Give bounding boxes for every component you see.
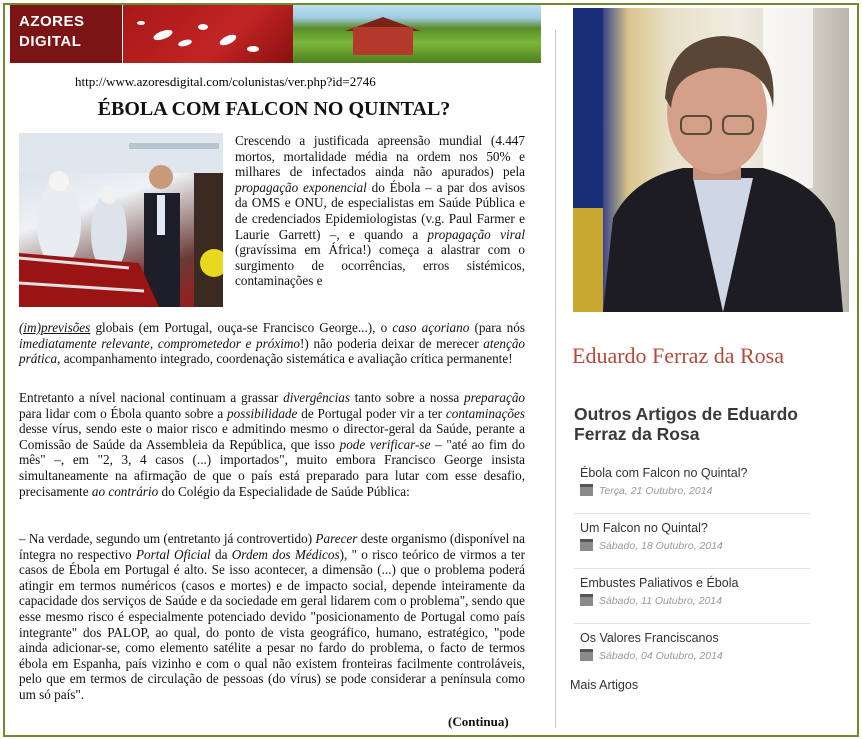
- other-article-date: Terça, 21 Outubro, 2014: [580, 484, 810, 498]
- other-articles-heading: Outros Artigos de Eduardo Ferraz da Rosa: [574, 404, 798, 444]
- calendar-icon: [580, 484, 593, 496]
- article-paragraph-1: Crescendo a justificada apreensão mundial (4.447 mortos, mortalidade média na ordem nos 50% e milhares de infectados ainda não apurados) pela propagação exponencial do Ébola – a par dos avisos da OMS e ONU, de especialistas em Saúde Pública e de credenciados Epidemiologistas (v.g. Paul Farmer e Laurie Garrett) –, e quando a propagação viral (gravíssima em África!) começa a alastrar com o surgimento de ocorrências, erros sistémicos, contaminações e: [235, 133, 525, 289]
- item-separator: [574, 623, 810, 624]
- other-article-date: Sábado, 04 Outubro, 2014: [580, 649, 810, 663]
- logo-line-2: DIGITAL: [19, 33, 82, 50]
- article-paragraph-1-continued: (im)previsões globais (em Portugal, ouça-se Francisco George...), o caso açoriano (para nós imediatamente relevante, comprometedor e próximo!) não poderia deixar de merecer atenção prática, acompanhamento integrado, coordenação sistemática e avaliação crítica permanente!: [19, 320, 526, 367]
- other-article-date: Sábado, 18 Outubro, 2014: [580, 539, 810, 553]
- item-separator: [574, 568, 810, 569]
- article-paragraph-2: Entretanto a nível nacional continuam a grassar divergências tanto sobre a nossa preparação para lidar com o Ébola quanto sobre a possibilidade de Portugal poder vir a ter contaminações desse vírus, sendo este o maior risco e admitindo mesmo o director-geral da Saúde, perante a Comissão de Saúde da Assembleia da República, que isso pode verificar-se – "até ao fim do mês" –, em "2, 3, 4 casos (...) importados", muito embora Francisco George insista simultaneamente na afirmação de que o país está preparado para lutar com esse desafio, precisamente ao contrário do Colégio da Especialidade de Saúde Pública:: [19, 390, 526, 499]
- other-article-title[interactable]: Os Valores Franciscanos: [580, 631, 719, 645]
- header-islands-banner: [123, 5, 293, 63]
- continua-label: (Continua): [448, 714, 509, 729]
- other-article-title[interactable]: Um Falcon no Quintal?: [580, 521, 708, 535]
- other-article-item[interactable]: [580, 466, 810, 498]
- islands-map-icon: [123, 5, 293, 63]
- calendar-icon: [580, 649, 593, 661]
- article-url[interactable]: http://www.azoresdigital.com/colunistas/ver.php?id=2746: [75, 74, 376, 89]
- header-landscape-photo: [293, 5, 541, 63]
- house: [353, 27, 413, 55]
- other-article-date: Sábado, 11 Outubro, 2014: [580, 594, 810, 608]
- other-article-item[interactable]: [580, 521, 810, 553]
- other-article-title[interactable]: Embustes Paliativos e Ébola: [580, 576, 739, 590]
- calendar-icon: [580, 594, 593, 606]
- article-paragraph-3: – Na verdade, segundo um (entretanto já controvertido) Parecer deste organismo (disponível na íntegra no respectivo Portal Oficial da Ordem dos Médicos), " o risco teórico de virmos a ter casos de Ébola em Portugal é alto. Se isso acontecer, a dimensão (...) que o problema poderá atingir em termos numéricos (casos e mortes) e de impacto social, depende inteiramente da capacidade dos serviços de Saúde e da sociedade em geral lidarem com o problema", sendo que esse mesmo risco é especialmente potenciado devido "posicionamento de Portugal como país integrante" dos PALOP, ao qual, do ponto de vista geográfico, humano, estratégico, "pode ainda adicionar-se, como elemento satélite a pesar no fardo do problema, o facto de termos ébola em Espanha, país vizinho e com o qual não existem fronteiras facilmente controláveis, pelo que em termos de circulação de pessoas (do vírus) se pode considerar a península como um só país".: [19, 531, 525, 702]
- other-article-item[interactable]: [580, 576, 810, 608]
- hospital-scene-image: [19, 133, 223, 307]
- item-separator: [574, 513, 810, 514]
- author-name[interactable]: Eduardo Ferraz da Rosa: [572, 343, 784, 368]
- logo-line-1: AZORES: [19, 13, 85, 30]
- author-portrait-image: [573, 8, 849, 312]
- article-photo: [19, 133, 223, 307]
- author-photo: [573, 8, 849, 312]
- article-title: ÉBOLA COM FALCON NO QUINTAL?: [97, 98, 451, 120]
- calendar-icon: [580, 539, 593, 551]
- other-article-title[interactable]: Ébola com Falcon no Quintal?: [580, 466, 748, 480]
- column-divider: [555, 30, 556, 728]
- other-article-item[interactable]: [580, 631, 810, 663]
- azores-digital-logo[interactable]: [10, 5, 122, 63]
- more-articles-link[interactable]: Mais Artigos: [570, 678, 639, 692]
